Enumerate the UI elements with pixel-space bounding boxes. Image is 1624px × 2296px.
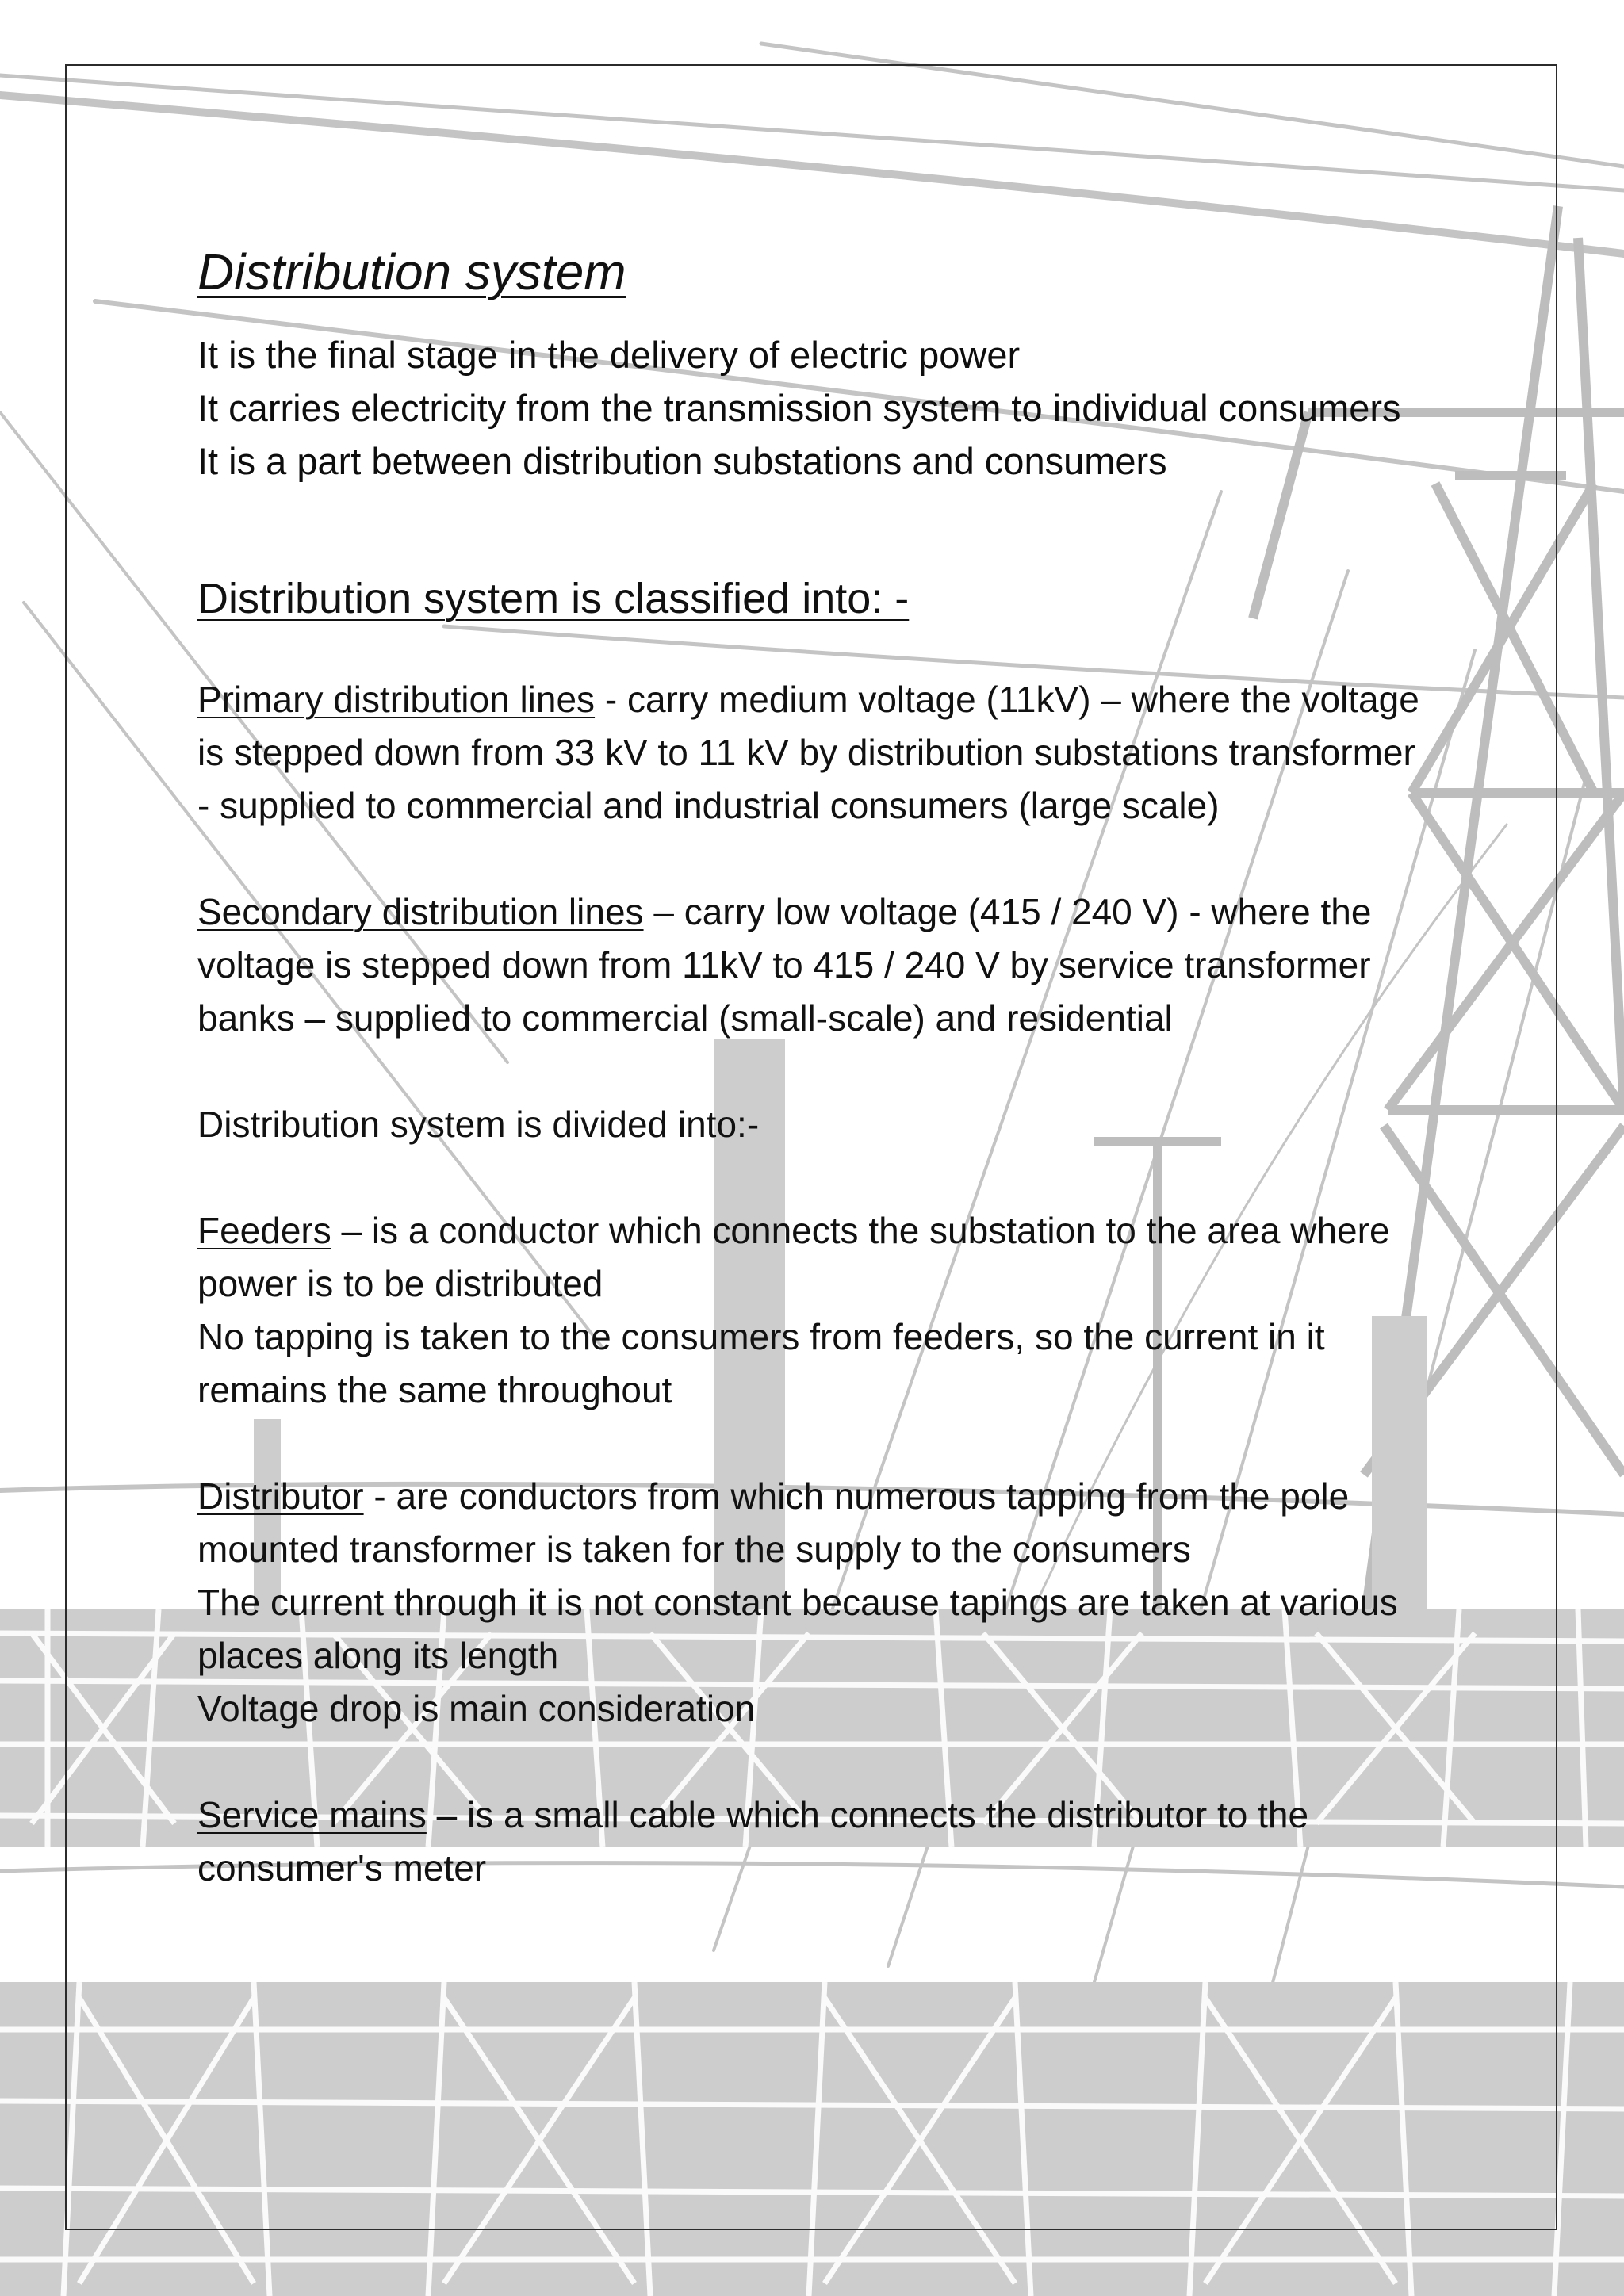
service-mains-text: – is a small cable which connects the distributor to the consumer's meter xyxy=(197,1794,1309,1888)
intro-line: It carries electricity from the transmission system to individual consumers xyxy=(197,387,1401,429)
service-mains-paragraph xyxy=(197,1789,1434,1895)
feeders-paragraph xyxy=(197,1204,1434,1417)
feeders-term: Feeders xyxy=(197,1210,331,1251)
primary-distribution-text: - carry medium voltage (11kV) – where the voltage is stepped down from 33 kV to 11 kV by distribution substations transformer - supplied to commercial and industrial consumers (large scale) xyxy=(197,679,1419,826)
distributor-paragraph xyxy=(197,1470,1434,1735)
feeders-text: – is a conductor which connects the substation to the area where power is to be distributed xyxy=(197,1210,1390,1304)
secondary-distribution-text: – carry low voltage (415 / 240 V) - where the voltage is stepped down from 11kV to 415 / 240 V by service transformer banks – supplied to commercial (small-scale) and residential xyxy=(197,891,1372,1039)
distributor-note: The current through it is not constant because tapings are taken at various places along its length xyxy=(197,1582,1398,1676)
service-mains-term: Service mains xyxy=(197,1794,427,1835)
page-title: Distribution system xyxy=(197,243,626,300)
feeders-note: No tapping is taken to the consumers from feeders, so the current in it remains the same throughout xyxy=(197,1316,1325,1410)
document-body xyxy=(197,230,1434,1895)
secondary-distribution-paragraph xyxy=(197,886,1434,1045)
distributor-text: - are conductors from which numerous tapping from the pole mounted transformer is taken for the supply to the consumers xyxy=(197,1475,1350,1570)
secondary-distribution-term: Secondary distribution lines xyxy=(197,891,644,932)
primary-distribution-paragraph xyxy=(197,673,1434,832)
intro-line: It is a part between distribution substations and consumers xyxy=(197,440,1167,482)
intro-line: It is the final stage in the delivery of electric power xyxy=(197,334,1021,376)
distributor-consideration: Voltage drop is main consideration xyxy=(197,1688,756,1729)
classified-heading: Distribution system is classified into: - xyxy=(197,575,910,622)
primary-distribution-term: Primary distribution lines xyxy=(197,679,596,720)
intro-block xyxy=(197,328,1434,488)
distributor-term: Distributor xyxy=(197,1475,364,1517)
divided-heading: Distribution system is divided into:- xyxy=(197,1104,760,1145)
